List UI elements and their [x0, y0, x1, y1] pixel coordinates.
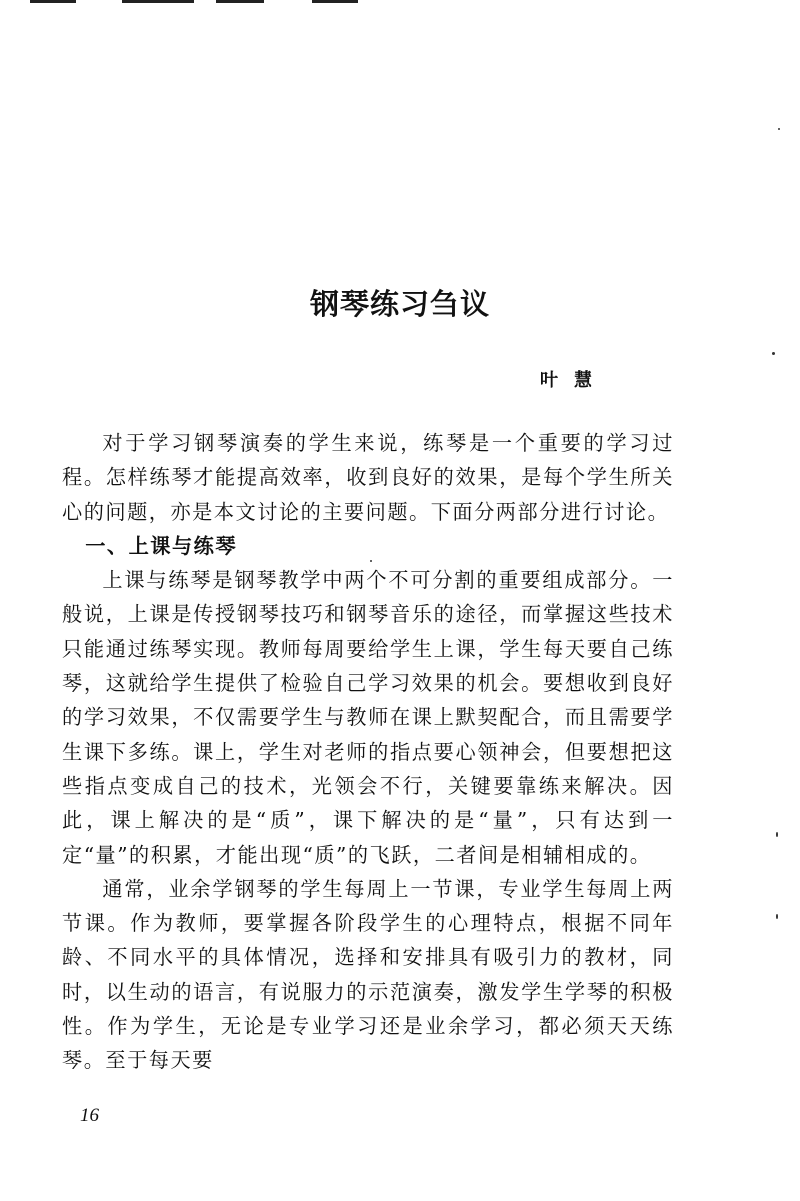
- scan-speck: [776, 832, 778, 837]
- section-heading: 一、上课与练琴: [85, 533, 238, 558]
- paragraph-weekly-lessons: 通常，业余学钢琴的学生每周上一节课，专业学生每周上两节课。作为教师，要掌握各阶段学生的心理特点，根据不同年龄、不同水平的具体情况，选择和安排具有吸引力的教材，同时，以生动的语言，有说服力的示范演奏，激发学生学琴的积极性。作为学生，无论是专业学习还是业余学习，都必须天天练琴。至于每天要: [62, 876, 674, 1073]
- scan-edge-mark: [122, 0, 194, 3]
- paragraph-intro: 对于学习钢琴演奏的学生来说，练琴是一个重要的学习过程。怎样练琴才能提高效率，收到良好的效果，是每个学生所关心的问题，亦是本文讨论的主要问题。下面分两部分进行讨论。: [62, 431, 674, 524]
- scan-edge-mark: [312, 0, 358, 3]
- article-title: 钢琴练习刍议: [309, 287, 490, 321]
- scan-speck: [778, 128, 780, 130]
- scan-speck: [776, 914, 778, 919]
- page-number: 16: [80, 1105, 99, 1126]
- scan-speck: [772, 352, 775, 355]
- paragraph-lesson-and-practice: 上课与练琴是钢琴教学中两个不可分割的重要组成部分。一般说，上课是传授钢琴技巧和钢琴音乐的途径，而掌握这些技术只能通过练琴实现。教师每周要给学生上课，学生每天要自己练琴，这就给学生提供了检验自己学习效果的机会。要想收到良好的学习效果，不仅需要学生与教师在课上默契配合，而且需要学生课下多练。课上，学生对老师的指点要心领神会，但要想把这些指点变成自己的技术，光领会不行，关键要靠练来解决。因此，课上解决的是“质”，课下解决的是“量”，只有达到一定“量”的积累，才能出现“质”的飞跃，二者间是相辅相成的。: [62, 568, 674, 867]
- article-body: [62, 426, 674, 1078]
- scan-edge-mark: [30, 0, 76, 3]
- article-author: 叶慧: [540, 370, 608, 391]
- scan-edge-mark: [216, 0, 264, 3]
